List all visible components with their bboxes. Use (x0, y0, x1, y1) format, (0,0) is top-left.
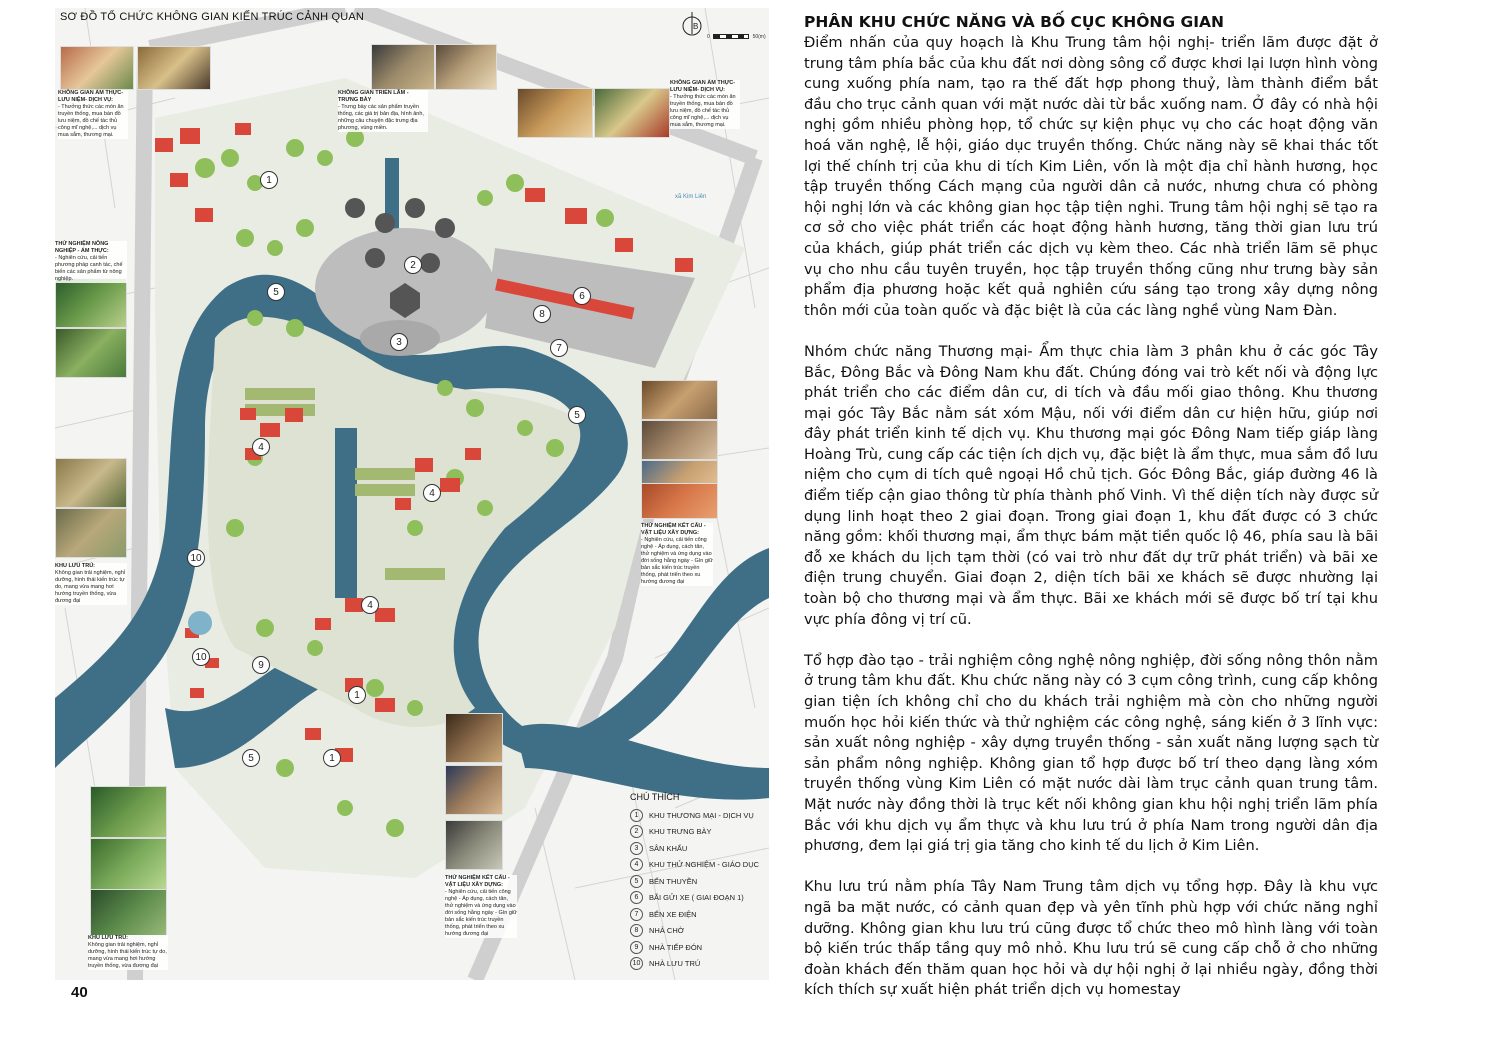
info-card-materials-south (445, 875, 517, 938)
zone-marker: 1 (323, 749, 341, 767)
zone-marker: 6 (573, 287, 591, 305)
zone-marker: 1 (260, 171, 278, 189)
legend-item: 6 BÃI GỬI XE ( GIAI ĐOẠN 1) (630, 890, 760, 907)
photo-shop-2 (594, 88, 670, 138)
card-title: KHÔNG GIAN TRIỂN LÃM - TRƯNG BÀY (338, 90, 409, 103)
photo-farm-1 (55, 278, 127, 328)
map-title: SƠ ĐỒ TỔ CHỨC KHÔNG GIAN KIẾN TRÚC CẢNH QUAN (60, 11, 365, 23)
card-title: KHU LƯU TRÚ: (88, 935, 129, 941)
card-body: - Trưng bày các sản phẩm truyền thống, các giá trị bản địa, hình ảnh, những câu chuyện đặc trưng địa phương, vùng miền. (338, 104, 424, 131)
text-column (804, 12, 1378, 1022)
legend-item: 8 NHÀ CHỜ (630, 923, 760, 940)
zone-marker: 1 (348, 686, 366, 704)
zone-marker: 7 (550, 339, 568, 357)
legend-item: 3 SÂN KHẤU (630, 840, 760, 857)
photo-market (137, 46, 211, 90)
scale-bar (707, 34, 766, 40)
zone-marker: 4 (252, 438, 270, 456)
photo-farm-2 (55, 328, 127, 378)
paragraph-2: Nhóm chức năng Thương mại- Ẩm thực chia làm 3 phân khu ở các góc Tây Bắc, Đông Bắc và Đông Nam khu đất. Chúng đóng vai trò kết nối và động lực phát triển cho các điểm dân cư, di tích và đầu mối giao thông. Khu thương mại góc Tây Bắc nằm sát xóm Mậu, nối với điểm dân cư hiện hữu, giúp nơi đây phát triển kinh tế dịch vụ. Khu thương mại góc Đông Nam tiếp giáp làng Hoàng Trù, cung cấp các tiện ích dịch vụ, đặc biệt là ẩm thực, mua sắm đồ lưu niệm cho cụm di tích quê ngoại Hồ chủ tịch. Góc Đông Bắc, giáp đường 46 là điểm tiếp cận giao thông từ phía thành phố Vinh. Vì thế diện tích này được sử dụng linh hoạt theo 2 giai đoạn. Trong giai đoạn 1, khu đất được có 3 chức năng gồm: khối thương mại, ẩm thực bám mặt tiền quốc lộ 46, phía sau là bãi đỗ xe khách du lịch tạm thời (có vai trò như đất dự trữ phát triển) và bãi xe điện trung chuyển. Giai đoạn 2, diện tích bãi xe khách sẽ được nhường lại toàn bộ cho thương mại và ẩm thực. Bãi xe khách mới sẽ được bố trí tại khu vực phía đông vị trí cũ. (804, 342, 1378, 628)
legend (630, 792, 760, 972)
north-arrow-icon (682, 12, 702, 38)
info-card-dining-nw (58, 90, 128, 139)
section-heading: PHÂN KHU CHỨC NĂNG VÀ BỐ CỤC KHÔNG GIAN (804, 13, 1224, 31)
card-title: THỬ NGHIỆM KẾT CẤU - VẬT LIỆU XÂY DỰNG: (445, 875, 510, 888)
paragraph-4: Khu lưu trú nằm phía Tây Nam Trung tâm dịch vụ tổng hợp. Đây là khu vực ngã ba mặt nước, có cảnh quan đẹp và yên tĩnh phù hợp với chức năng nghỉ dưỡng. Không gian khu lưu trú cũng được tổ chức theo mô hình làng với toàn bộ kiến trúc thấp tầng quy mô nhỏ. Khu lưu trú sẽ cung cấp chỗ ở cho những đoàn khách đến thăm quan học hỏi và dự hội nghị ở lại nhiều ngày, đồng thời kích thích sự xuất hiện phát triển dịch vụ homestay (804, 878, 1378, 999)
zone-marker: 4 (423, 484, 441, 502)
info-card-materials-east (641, 523, 713, 586)
zone-marker: 10 (187, 549, 205, 567)
scale-end: 50(m) (752, 34, 766, 40)
zone-marker: 5 (242, 749, 260, 767)
water-axis (335, 428, 357, 598)
legend-item: 7 BẾN XE ĐIỆN (630, 906, 760, 923)
legend-item: 2 KHU TRƯNG BÀY (630, 824, 760, 841)
page-number: 40 (71, 984, 88, 1001)
scale-start: 0 (707, 34, 710, 40)
info-card-lodging-west (55, 563, 127, 605)
photo-lodge-3 (90, 889, 167, 936)
zone-marker: 3 (390, 333, 408, 351)
zone-marker: 8 (533, 305, 551, 323)
info-card-exhibition (338, 90, 428, 132)
card-body: Không gian trải nghiệm, nghỉ dưỡng, hình thái kiến trúc tự do, mang vừa mang hơi hướng truyền thống, vừa đương đại (55, 570, 126, 604)
card-title: KHÔNG GIAN ẨM THỰC- LƯU NIỆM- DỊCH VỤ: (58, 90, 124, 103)
card-body: - Nghiên cứu, cải tiến công nghệ - Áp dụng, cách tân, thử nghiệm và ứng dụng vào đời sống hằng ngày - Gìn giữ bản sắc kiến trúc truyền thống, phát triển theo xu hướng đương đại (641, 537, 713, 585)
photo-craft-1 (445, 713, 503, 763)
legend-title: CHÚ THÍCH (630, 792, 680, 802)
photo-exhibit-1 (371, 44, 435, 90)
card-body: - Thưởng thức các món ăn truyền thống, mua bán đồ lưu niệm, đồ chế tác thủ công mĩ nghệ,... dịch vụ mua sắm, thương mại. (670, 94, 736, 128)
photo-exhibit-2 (435, 44, 497, 90)
photo-lodge-1 (90, 786, 167, 838)
photo-craft-2 (445, 765, 503, 815)
photo-material-1 (641, 380, 718, 420)
photo-craft-3 (445, 820, 503, 870)
photo-village-2 (55, 508, 127, 558)
zone-marker: 5 (267, 283, 285, 301)
photo-lodge-2 (90, 838, 167, 890)
zone-marker: 2 (404, 256, 422, 274)
legend-item: 9 NHÀ TIẾP ĐÓN (630, 939, 760, 956)
zone-marker: 4 (361, 596, 379, 614)
street-label: xã Kim Liên (675, 194, 707, 200)
photo-shop-1 (517, 88, 593, 138)
photo-food (60, 46, 134, 90)
zone-marker: 5 (568, 406, 586, 424)
photo-material-4 (641, 483, 718, 519)
legend-item: 1 KHU THƯƠNG MẠI - DỊCH VỤ (630, 807, 760, 824)
legend-item: 10 NHÀ LƯU TRÚ (630, 956, 760, 973)
north-label: B (693, 22, 699, 31)
card-body: Không gian trải nghiệm, nghỉ dưỡng, hình thái kiến trúc tự do, mang vừa mang hơi hướng truyền thống, vừa đương đại (88, 942, 167, 969)
photo-village-1 (55, 458, 127, 508)
photo-material-2 (641, 420, 718, 460)
card-body: - Nghiên cứu, cải tiến công nghệ - Áp dụng, cách tân, thử nghiệm và ứng dụng vào đời sống hằng ngày - Gìn giữ bản sắc kiến trúc truyền thống, phát triển theo xu hướng đương đại (445, 889, 517, 937)
info-card-agriculture (55, 241, 127, 283)
card-body: - Nghiên cứu, cải tiến phương pháp canh tác, chế biến các sản phẩm từ nông nghiệp. (55, 255, 123, 282)
card-title: KHU LƯU TRÚ: (55, 563, 96, 569)
zone-marker: 9 (252, 656, 270, 674)
legend-item: 4 KHU THỬ NGHIỆM - GIÁO DỤC (630, 857, 760, 874)
zone-marker: 10 (192, 648, 210, 666)
card-title: THỬ NGHIỆM NÔNG NGHIỆP - ẨM THỰC: (55, 241, 109, 254)
pond (188, 611, 212, 635)
info-card-lodging-south (88, 935, 168, 970)
card-title: THỬ NGHIỆM KẾT CẤU - VẬT LIỆU XÂY DỰNG: (641, 523, 706, 536)
paragraph-1: Điểm nhấn của quy hoạch là Khu Trung tâm hội nghị- triển lãm được đặt ở trung tâm phía bắc của khu đất nơi dòng sông cổ được khơi lại lượn hình vòng cung xuống phía nam, tạo ra thế đất hợp phong thuỷ, làm thành điểm bắt đầu cho trục cảnh quan với mặt nước dài từ bắc xuống nam. Ở đây có nhà hội nghị gồm nhiều phòng họp, tổ chức sự kiện phục vụ cho các hoạt động văn hoá văn nghệ, lễ hội, giáo dục truyền thống. Chức năng này sẽ khai thác tốt lợi thế chính trị của khu di tích Kim Liên, vốn là một địa chỉ hành hương, học tập truyền thống Cách mạng của người dân cả nước, nhưng chưa có phòng hội nghị lớn và các không gian học tập tiện nghi. Trung tâm hội nghị sẽ tạo ra cơ sở cho việc phát triển các hoạt động hành hương, tăng thời gian lưu trú của khách, giúp phát triển các dịch vụ kèm theo. Các nhà triển lãm sẽ phục vụ cho nhu cầu tuyên truyền, học tập truyền thống cũng như trưng bày sản phẩm địa phương hoặc kết quả nghiên cứu sáng tạo trong xây dựng nông thôn mới của toàn quốc và đặc biệt là của các làng nghề vùng Nam Đàn. (804, 34, 1378, 319)
card-title: KHÔNG GIAN ẨM THỰC- LƯU NIỆM- DỊCH VỤ: (670, 80, 736, 93)
card-body: - Thưởng thức các món ăn truyền thống, mua bán đồ lưu niệm, đồ chế tác thủ công mĩ nghệ,... dịch vụ mua sắm, thương mại. (58, 104, 124, 138)
legend-item: 5 BẾN THUYỀN (630, 873, 760, 890)
info-card-dining-ne (670, 80, 740, 129)
paragraph-3: Tổ hợp đào tạo - trải nghiệm công nghệ nông nghiệp, đời sống nông thôn nằm ở trung tâm khu đất. Khu chức năng này có 3 cụm công trình, cung cấp không gian tiện ích không chỉ cho du khách trải nghiệm mà còn cho những người muốn học hỏi kiến thức và thử nghiệm các công nghệ, sáng kiến ở 3 lĩnh vực: sản xuất nông nghiệp - xây dựng truyền thống - sản xuất năng lượng sạch từ sản phẩm nông nghiệp. Không gian tổ hợp được bố trí theo dạng làng xóm truyền thống vùng Kim Liên có mặt nước dài làm trục cảnh quan trung tâm. Mặt nước này đồng thời là trục kết nối không gian khu hội nghị triển lãm phía Bắc với khu dịch vụ ẩm thực và khu lưu trú ở phía Nam trong người dân địa phương, đem lại giá trị gia tăng cho kinh tế du lịch ở Kim Liên. (804, 651, 1378, 855)
